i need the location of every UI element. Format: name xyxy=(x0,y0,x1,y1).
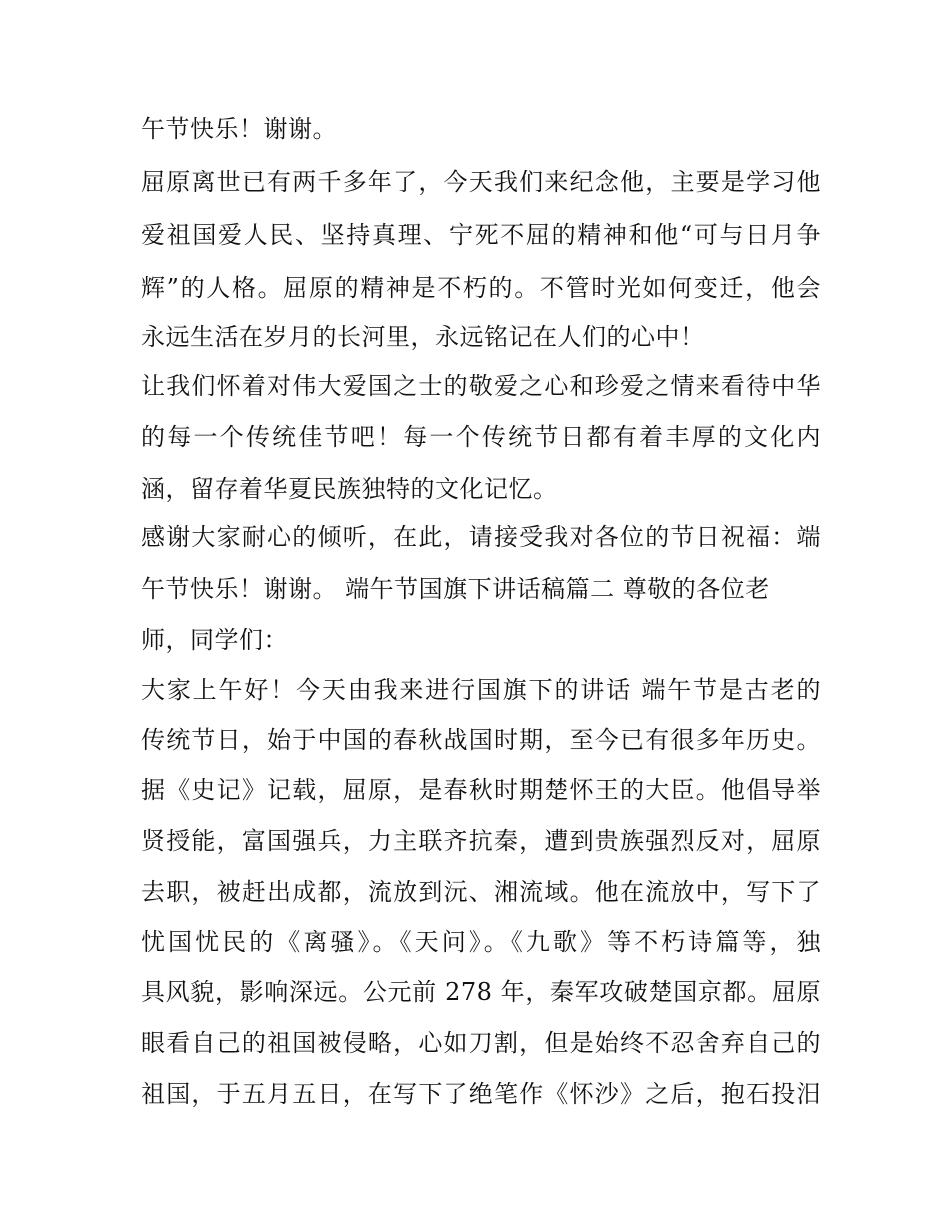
text-line: 午节快乐！谢谢。 端午节国旗下讲话稿篇二 尊敬的各位老 xyxy=(141,575,770,603)
text-line: 让我们怀着对伟大爱国之士的敬爱之心和珍爱之情来看待中华 xyxy=(141,372,821,400)
text-line: 的每一个传统佳节吧！每一个传统节日都有着丰厚的文化内 xyxy=(141,423,821,451)
text-line: 贤授能，富国强兵，力主联齐抗秦，遭到贵族强烈反对，屈原 xyxy=(141,827,821,855)
text-line: 传统节日，始于中国的春秋战国时期，至今已有很多年历史。 xyxy=(141,726,821,754)
text-line: 大家上午好！今天由我来进行国旗下的讲话 端午节是古老的 xyxy=(141,676,821,704)
text-line: 忧国忧民的《离骚》。《天问》。《九歌》等不朽诗篇等，独 xyxy=(141,928,821,956)
text-line: 午节快乐！谢谢。 xyxy=(141,115,337,143)
text-line: 据《史记》记载，屈原，是春秋时期楚怀王的大臣。他倡导举 xyxy=(141,776,821,804)
text-line: 感谢大家耐心的倾听，在此，请接受我对各位的节日祝福：端 xyxy=(141,523,821,551)
text-line: 眼看自己的祖国被侵略，心如刀割，但是始终不忍舍弃自己的 xyxy=(141,1029,821,1057)
text-line: 辉”的人格。屈原的精神是不朽的。不管时光如何变迁，他会 xyxy=(141,274,821,302)
text-line: 涵，留存着华夏民族独特的文化记忆。 xyxy=(141,475,558,503)
text-line: 爱祖国爱人民、坚持真理、宁死不屈的精神和他“可与日月争 xyxy=(141,221,821,249)
text-line: 永远生活在岁月的长河里，永远铭记在人们的心中！ xyxy=(141,323,705,351)
text-line: 去职，被赶出成都，流放到沅、湘流域。他在流放中，写下了 xyxy=(141,878,821,906)
text-line: 屈原离世已有两千多年了，今天我们来纪念他，主要是学习他 xyxy=(141,168,821,196)
text-line: 师，同学们： xyxy=(141,626,288,654)
text-line: 祖国，于五月五日，在写下了绝笔作《怀沙》之后，抱石投汨 xyxy=(141,1080,821,1108)
text-line: 具风貌，影响深远。公元前 278 年，秦军攻破楚国京都。屈原 xyxy=(141,978,821,1006)
